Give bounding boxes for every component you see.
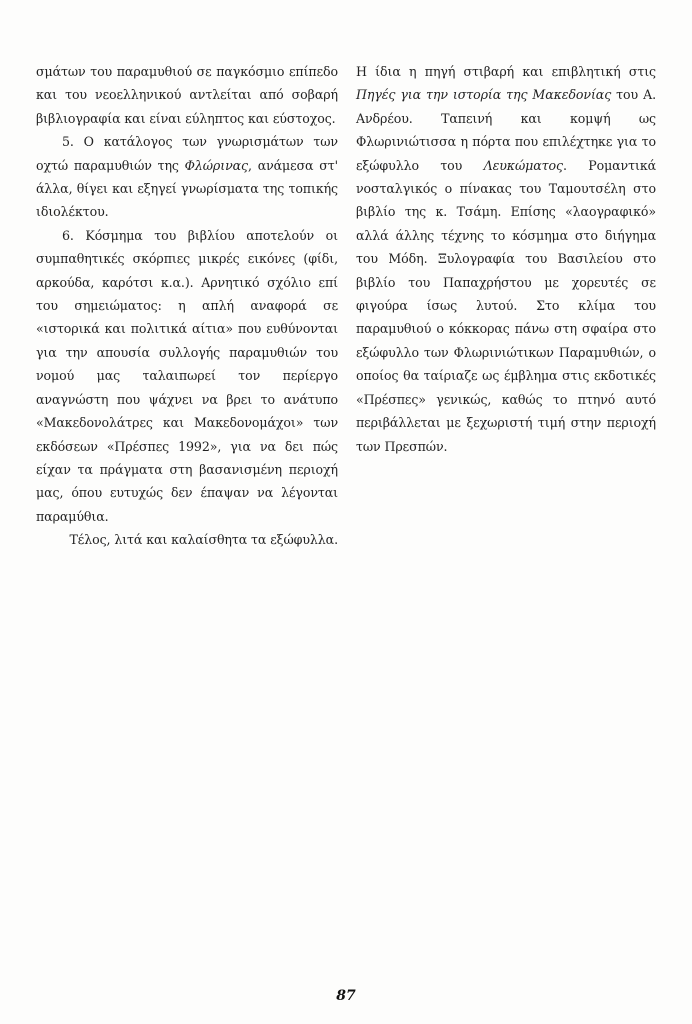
paragraph-continuation: σμάτων του παραμυθιού σε παγκόσμιο επίπεδο και του νεοελληνικού αντλείται από σοβαρή βιβλιογραφία και είναι εύληπτος και εύστοχος. xyxy=(36,64,338,126)
paragraph-right-part-c: . Ρομαντικά νοσταλγικός ο πίνακας του Ταμουτσέλη στο βιβλίο της κ. Τσάμη. Επίσης «λαογραφικό» αλλά άλλης τέχνης το κόσμημα στο διήγημα του Μόδη. Ξυλογραφία του Βασιλείου στο βιβλίο του Παπαχρήστου με χορευτές σε φιγούρα ίσως λυτού. Στο κλίμα του παραμυθιού ο κόκκορας πάνω στη σφαίρα στο εξώφυλλο των Φλωρινιώτικων Παραμυθιών, ο οποίος θα ταίριαζε ως έμβλημα στις εκδοτικές «Πρέσπες» γενικώς, καθώς το πτηνό αυτό περιβάλλεται με ξεχωριστή τιμή στην περιοχή των Πρεσπών. xyxy=(356,157,656,454)
paragraph-right-emphasis-1: Πηγές για την ιστορία της Μακεδονίας xyxy=(356,87,612,103)
paragraph-item-5-start: 5. Ο κατάλογος των γνωρισμάτων των οχτώ παραμυθιών της xyxy=(36,134,338,173)
paragraph-right xyxy=(356,60,656,458)
paragraph-item-5 xyxy=(36,130,338,224)
paragraph-right-emphasis-2: Λευκώματος xyxy=(483,157,563,173)
paragraph-closing: Τέλος, λιτά και καλαίσθητα τα εξώφυλλα. xyxy=(69,532,338,548)
paragraph-item-6: 6. Κόσμημα του βιβλίου αποτελούν οι συμπαθητικές σκόρπιες μικρές εικόνες (φίδι, αρκούδα, καρότσι κ.α.). Αρνητικό σχόλιο επί του σημειώματος: η απλή αναφορά σε «ιστορικά και πολιτικά αίτια» που ευθύνονται για την απουσία συλλογής παραμυθιών του νομού μας ταλαιπωρεί τον περίεργο αναγνώστη που ψάχνει να βρει το ανάτυπο «Μακεδονολάτρες και Μακεδονομάχοι» των εκδόσεων «Πρέσπες 1992», για να δει πώς είχαν τα πράγματα στη βασανισμένη περιοχή μας, όπου ευτυχώς δεν έπαψαν να λέγονται παραμύθια. xyxy=(36,227,338,524)
paragraph-item-5-end: , ανάμεσα στ' άλλα, θίγει και εξηγεί γνωρίσματα της τοπικής ιδιολέκτου. xyxy=(36,157,338,220)
right-text-column xyxy=(356,60,656,458)
page-number: 87 xyxy=(336,988,356,1004)
paragraph-right-part-a: Η ίδια η πηγή στιβαρή και επιβλητική στις xyxy=(356,64,656,79)
paragraph-item-5-emphasis: Φλώρινας xyxy=(184,157,248,173)
left-text-column xyxy=(36,60,338,552)
paragraph-right-part-b: του Α. Ανδρέου. Ταπεινή και κομψή ως Φλωρινιώτισσα η πόρτα που επιλέχτηκε για το εξώφυλλο του xyxy=(356,87,656,173)
